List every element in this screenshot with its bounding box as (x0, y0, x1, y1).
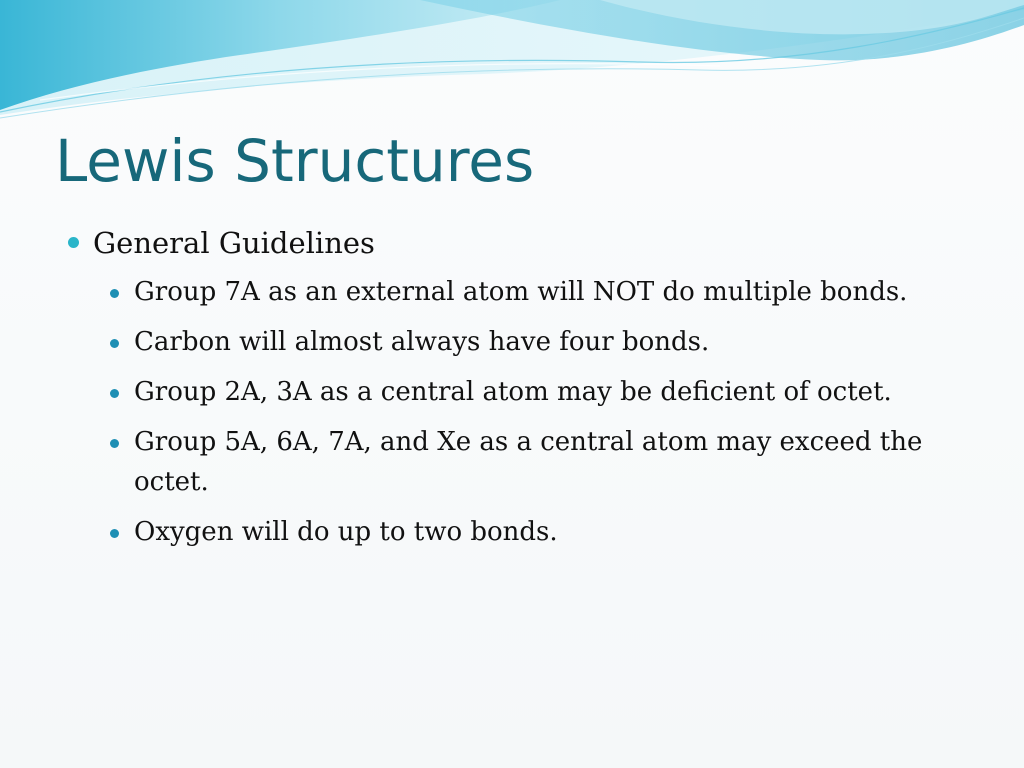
bullet-dot-icon (110, 289, 119, 298)
guideline-text: Group 7A as an external atom will NOT do multiple bonds. (134, 277, 908, 307)
guideline-text: Group 5A, 6A, 7A, and Xe as a central atom may exceed the octet. (134, 427, 923, 497)
guideline-item (60, 322, 980, 362)
bullet-dot-icon (110, 439, 119, 448)
slide-title: Lewis Structures (55, 127, 535, 195)
guideline-item (60, 272, 980, 312)
header-wave-decoration (0, 0, 1024, 130)
guideline-item (60, 372, 980, 412)
bullet-dot-icon (110, 389, 119, 398)
bullet-dot-icon (110, 529, 119, 538)
bullet-dot-icon (68, 237, 79, 248)
guideline-text: Carbon will almost always have four bonds. (134, 327, 710, 357)
guideline-item (60, 512, 980, 552)
guideline-item (60, 422, 980, 502)
guideline-text: Group 2A, 3A as a central atom may be deficient of octet. (134, 377, 892, 407)
bullet-dot-icon (110, 339, 119, 348)
bullet-general-guidelines (60, 222, 980, 264)
slide-content (60, 222, 980, 562)
guideline-text: Oxygen will do up to two bonds. (134, 517, 558, 547)
bullet-text: General Guidelines (93, 226, 375, 260)
guideline-list (60, 272, 980, 552)
